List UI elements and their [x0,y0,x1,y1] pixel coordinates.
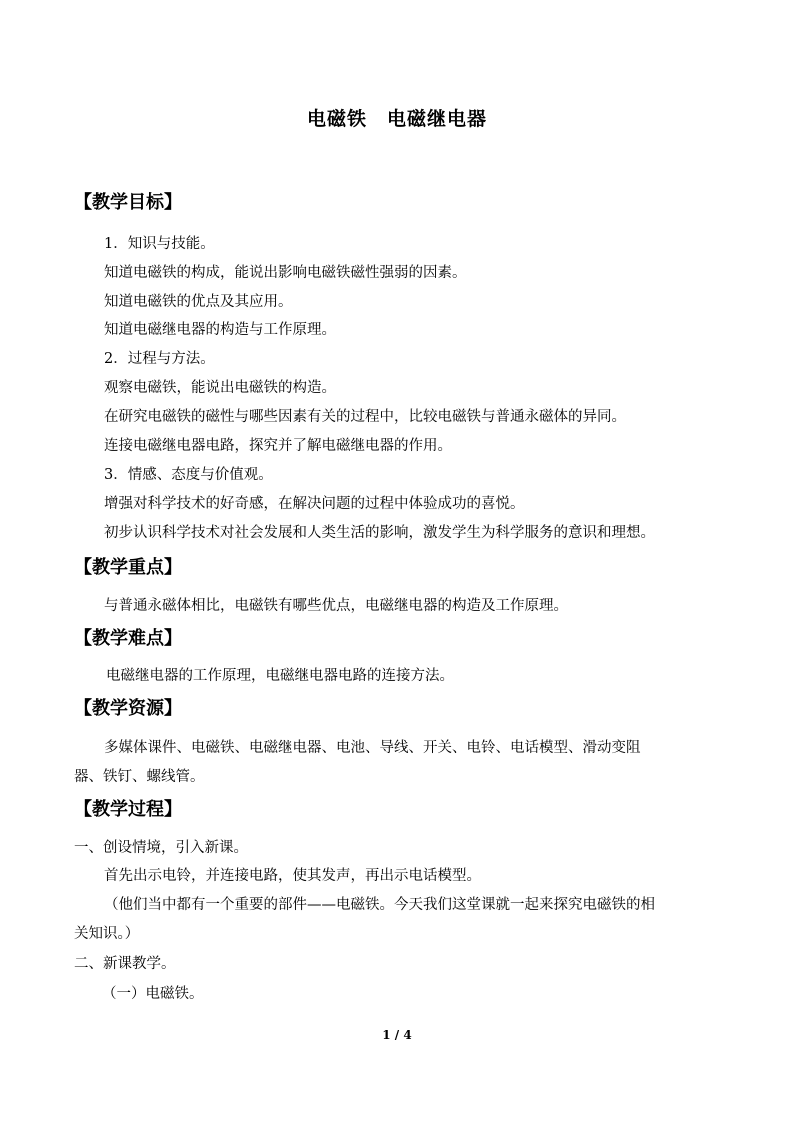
objective-line: 1．知识与技能。 [104,236,215,252]
section-heading-key-points: 【教学重点】 [74,557,182,578]
objective-line: 知道电磁铁的优点及其应用。 [104,294,293,310]
process-line: 首先出示电铃，并连接电路，使其发声，再出示电话模型。 [104,868,481,884]
page-number: 1 / 4 [382,1028,412,1042]
objective-line: 初步认识科学技术对社会发展和人类生活的影响，激发学生为科学服务的意识和理想。 [104,525,655,541]
objective-line: 增强对科学技术的好奇感，在解决问题的过程中体验成功的喜悦。 [104,496,525,512]
objective-line: 3．情感、态度与价值观。 [104,467,273,483]
key-point-line: 与普通永磁体相比，电磁铁有哪些优点，电磁继电器的构造及工作原理。 [104,598,568,614]
process-line: 关知识。） [74,926,140,942]
difficulty-line: 电磁继电器的工作原理，电磁继电器电路的连接方法。 [106,668,454,684]
objective-line: 知道电磁继电器的构造与工作原理。 [104,322,336,338]
objective-line: 2．过程与方法。 [104,351,215,367]
process-line: 一、创设情境，引入新课。 [74,840,248,856]
section-heading-difficulties: 【教学难点】 [74,628,182,649]
process-line: （一）电磁铁。 [102,986,204,1002]
resource-line: 多媒体课件、电磁铁、电磁继电器、电池、导线、开关、电铃、电话模型、滑动变阻 [104,740,641,756]
objective-line: 观察电磁铁，能说出电磁铁的构造。 [104,380,336,396]
process-line: （他们当中都有一个重要的部件——电磁铁。今天我们这堂课就一起来探究电磁铁的相 [104,897,655,913]
process-line: 二、新课教学。 [74,956,176,972]
section-heading-objectives: 【教学目标】 [74,192,182,213]
document-title: 电磁铁 电磁继电器 [306,108,487,130]
section-heading-resources: 【教学资源】 [74,698,182,719]
objective-line: 在研究电磁铁的磁性与哪些因素有关的过程中，比较电磁铁与普通永磁体的异同。 [104,409,626,425]
section-heading-process: 【教学过程】 [74,799,182,820]
objective-line: 知道电磁铁的构成，能说出影响电磁铁磁性强弱的因素。 [104,265,467,281]
objective-line: 连接电磁继电器电路，探究并了解电磁继电器的作用。 [104,438,452,454]
resource-line: 器、铁钉、螺线管。 [74,769,205,785]
